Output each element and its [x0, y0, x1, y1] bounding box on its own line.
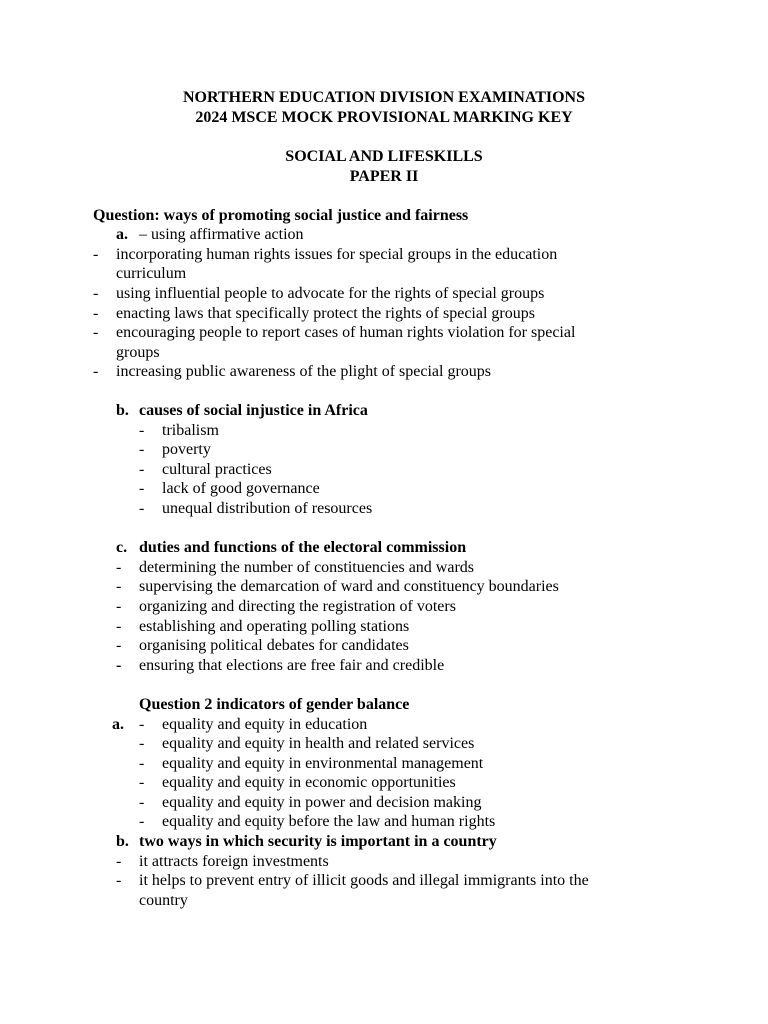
- q1-a-label: a.: [116, 226, 128, 243]
- q2-b-label: b.: [116, 833, 129, 850]
- bullet-dash: -: [139, 422, 145, 439]
- list-item: supervising the demarcation of ward and constituency boundaries: [139, 578, 559, 595]
- list-item: equality and equity in environmental management: [162, 755, 484, 772]
- list-item: it helps to prevent entry of illicit goods and illegal immigrants into the: [139, 872, 589, 889]
- list-item-continuation: groups: [116, 344, 160, 361]
- bullet-dash: -: [139, 735, 145, 752]
- list-item: determining the number of constituencies and wards: [139, 559, 475, 576]
- list-item: equality and equity before the law and human rights: [162, 813, 496, 830]
- list-item: ensuring that elections are free fair and credible: [139, 657, 445, 674]
- bullet-dash: -: [139, 500, 145, 517]
- list-item: poverty: [162, 441, 211, 458]
- q1-c-label: c.: [116, 539, 128, 556]
- bullet-dash: -: [93, 246, 99, 263]
- header-subject: SOCIAL AND LIFESKILLS: [285, 148, 483, 165]
- header-marking-key: 2024 MSCE MOCK PROVISIONAL MARKING KEY: [195, 109, 573, 126]
- q2-b-heading: two ways in which security is important in a country: [139, 833, 497, 850]
- bullet-dash: -: [116, 559, 122, 576]
- bullet-dash: -: [116, 598, 122, 615]
- list-item-continuation: country: [139, 892, 188, 909]
- bullet-dash: -: [93, 324, 99, 341]
- bullet-dash: -: [139, 813, 145, 830]
- q1-b-label: b.: [116, 402, 129, 419]
- bullet-dash: -: [139, 716, 145, 733]
- bullet-dash: -: [139, 441, 145, 458]
- bullet-dash: -: [116, 853, 122, 870]
- list-item-continuation: curriculum: [116, 265, 187, 282]
- bullet-dash: -: [93, 305, 99, 322]
- bullet-dash: -: [93, 285, 99, 302]
- bullet-dash: -: [139, 480, 145, 497]
- q1-c-heading: duties and functions of the electoral commission: [139, 539, 467, 556]
- header-division: NORTHERN EDUCATION DIVISION EXAMINATIONS: [182, 89, 585, 106]
- list-item: cultural practices: [162, 461, 272, 478]
- q1-a-first-item: – using affirmative action: [139, 226, 304, 243]
- bullet-dash: -: [139, 755, 145, 772]
- list-item: lack of good governance: [162, 480, 320, 497]
- list-item: unequal distribution of resources: [162, 500, 373, 517]
- bullet-dash: -: [139, 774, 145, 791]
- list-item: equality and equity in health and related services: [162, 735, 475, 752]
- bullet-dash: -: [93, 363, 99, 380]
- list-item: equality and equity in education: [162, 716, 368, 733]
- q1-b-heading: causes of social injustice in Africa: [139, 402, 368, 419]
- list-item: tribalism: [162, 422, 219, 439]
- list-item: encouraging people to report cases of human rights violation for special: [116, 324, 576, 341]
- q2-a-label: a.: [112, 716, 124, 733]
- bullet-dash: -: [139, 461, 145, 478]
- header-paper: PAPER II: [349, 168, 419, 185]
- list-item: enacting laws that specifically protect the rights of special groups: [116, 305, 535, 322]
- list-item: equality and equity in power and decision making: [162, 794, 482, 811]
- bullet-dash: -: [116, 618, 122, 635]
- list-item: incorporating human rights issues for special groups in the education: [116, 246, 558, 263]
- list-item: organizing and directing the registration of voters: [139, 598, 456, 615]
- bullet-dash: -: [116, 637, 122, 654]
- list-item: using influential people to advocate for the rights of special groups: [116, 285, 545, 302]
- list-item: equality and equity in economic opportunities: [162, 774, 456, 791]
- q1-heading: Question: ways of promoting social justice and fairness: [93, 207, 469, 224]
- bullet-dash: -: [116, 578, 122, 595]
- bullet-dash: -: [116, 657, 122, 674]
- list-item: establishing and operating polling stations: [139, 618, 410, 635]
- q2-heading: Question 2 indicators of gender balance: [139, 696, 410, 713]
- list-item: it attracts foreign investments: [139, 853, 329, 870]
- list-item: organising political debates for candidates: [139, 637, 409, 654]
- bullet-dash: -: [116, 872, 122, 889]
- list-item: increasing public awareness of the plight of special groups: [116, 363, 491, 380]
- bullet-dash: -: [139, 794, 145, 811]
